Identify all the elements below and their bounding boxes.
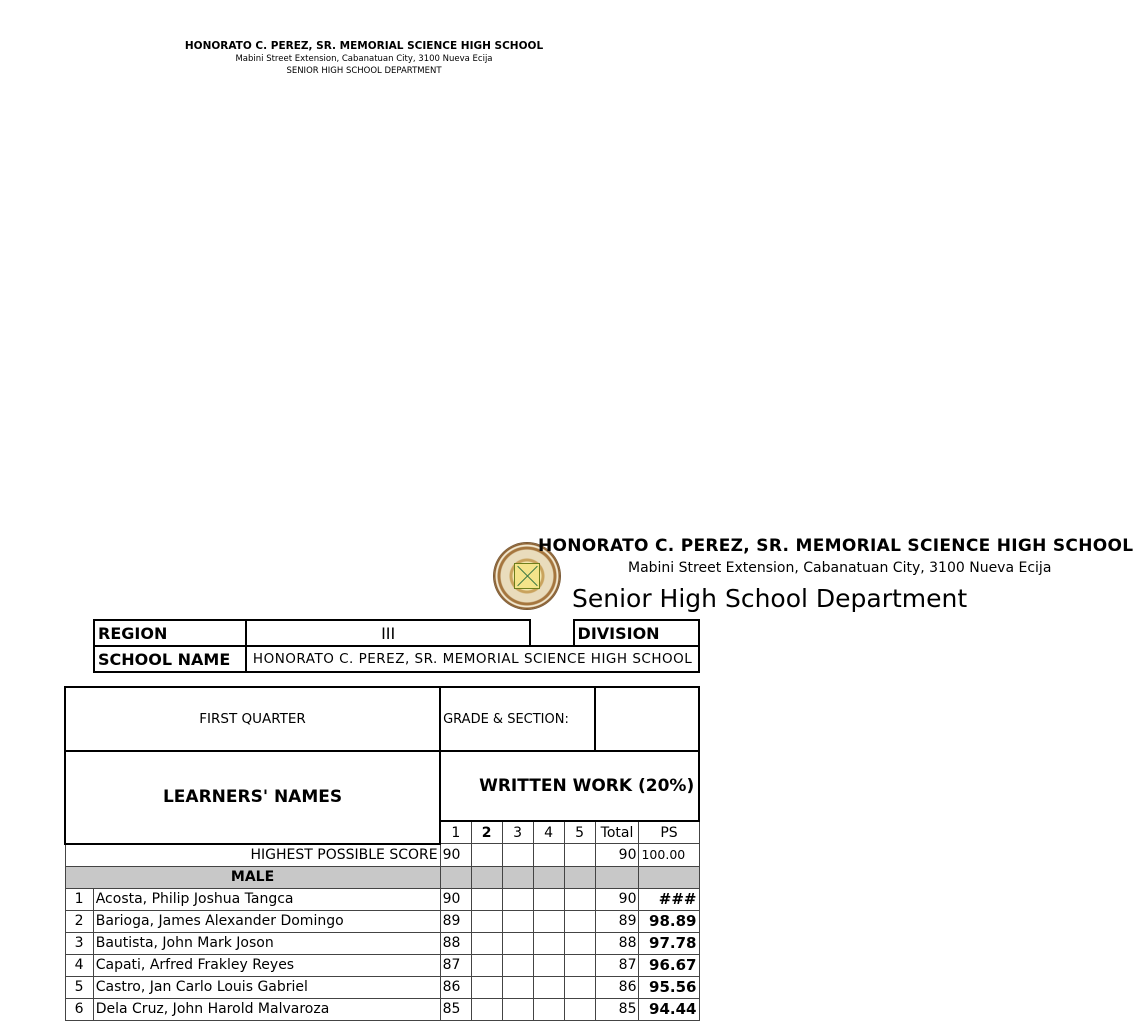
column-header-ps: PS — [639, 821, 699, 844]
learner-rows — [65, 888, 699, 1020]
table-row — [65, 932, 699, 954]
learner-name[interactable]: Bautista, John Mark Joson — [93, 932, 440, 954]
empty-score-cell[interactable] — [564, 976, 595, 998]
school-name-label: SCHOOL NAME — [94, 646, 246, 672]
learner-name[interactable]: Castro, Jan Carlo Louis Gabriel — [93, 976, 440, 998]
empty-score-cell[interactable] — [564, 910, 595, 932]
table-row — [65, 954, 699, 976]
score-total[interactable]: 89 — [595, 910, 639, 932]
empty-score-cell[interactable] — [533, 954, 564, 976]
sheet-header — [0, 530, 1133, 620]
table-row — [65, 998, 699, 1020]
score-total[interactable]: 90 — [595, 888, 639, 910]
empty-score-cell[interactable] — [502, 998, 533, 1020]
empty-score-cell[interactable] — [533, 998, 564, 1020]
percentage-score[interactable]: 97.78 — [639, 932, 699, 954]
empty-score-cell[interactable] — [471, 932, 502, 954]
learner-number[interactable]: 4 — [65, 954, 93, 976]
region-label: REGION — [94, 620, 246, 646]
table-row — [65, 910, 699, 932]
learner-name[interactable]: Acosta, Philip Joshua Tangca — [93, 888, 440, 910]
region-value: III — [246, 620, 530, 646]
empty-score-cell[interactable] — [502, 976, 533, 998]
grade-section-label: GRADE & SECTION: — [440, 687, 595, 751]
empty-score-cell[interactable] — [533, 910, 564, 932]
score-1[interactable]: 88 — [440, 932, 471, 954]
score-1[interactable]: 85 — [440, 998, 471, 1020]
score-total[interactable]: 86 — [595, 976, 639, 998]
empty-score-cell[interactable] — [502, 888, 533, 910]
learner-name[interactable]: Barioga, James Alexander Domingo — [93, 910, 440, 932]
learner-number[interactable]: 6 — [65, 998, 93, 1020]
learner-number[interactable]: 1 — [65, 888, 93, 910]
top-school-name: HONORATO C. PEREZ, SR. MEMORIAL SCIENCE HIGH SCHOOL — [184, 40, 544, 52]
percentage-score[interactable]: ### — [639, 888, 699, 910]
empty-score-cell[interactable] — [502, 954, 533, 976]
percentage-score[interactable]: 96.67 — [639, 954, 699, 976]
score-total[interactable]: 88 — [595, 932, 639, 954]
empty-score-cell[interactable] — [471, 998, 502, 1020]
score-total[interactable]: 87 — [595, 954, 639, 976]
sheet-school-address: Mabini Street Extension, Cabanatuan City, 3100 Nueva Ecija — [628, 560, 1052, 576]
empty-score-cell[interactable] — [471, 888, 502, 910]
column-header-3: 3 — [502, 821, 533, 844]
highest-possible-score-label: HIGHEST POSSIBLE SCORE — [65, 844, 440, 867]
highest-score-c1[interactable]: 90 — [440, 844, 471, 867]
column-header-5: 5 — [564, 821, 595, 844]
division-label: DIVISION — [574, 620, 699, 646]
written-work-header: WRITTEN WORK (20%) — [440, 751, 699, 821]
highest-score-ps[interactable]: 100.00 — [639, 844, 699, 867]
table-row — [65, 888, 699, 910]
column-header-2: 2 — [471, 821, 502, 844]
learners-names-header: LEARNERS' NAMES — [65, 751, 440, 844]
empty-score-cell[interactable] — [564, 998, 595, 1020]
percentage-score[interactable]: 94.44 — [639, 998, 699, 1020]
learner-name[interactable]: Dela Cruz, John Harold Malvaroza — [93, 998, 440, 1020]
empty-score-cell[interactable] — [502, 910, 533, 932]
top-department: SENIOR HIGH SCHOOL DEPARTMENT — [286, 66, 442, 76]
sheet-department: Senior High School Department — [572, 584, 968, 613]
learner-number[interactable]: 5 — [65, 976, 93, 998]
score-1[interactable]: 90 — [440, 888, 471, 910]
quarter-label: FIRST QUARTER — [65, 687, 440, 751]
empty-score-cell[interactable] — [533, 976, 564, 998]
school-name-value: HONORATO C. PEREZ, SR. MEMORIAL SCIENCE HIGH SCHOOL — [246, 646, 699, 672]
grade-section-value[interactable] — [595, 687, 699, 751]
learner-name[interactable]: Capati, Arfred Frakley Reyes — [93, 954, 440, 976]
score-total[interactable]: 85 — [595, 998, 639, 1020]
score-1[interactable]: 89 — [440, 910, 471, 932]
empty-score-cell[interactable] — [564, 888, 595, 910]
table-row — [65, 976, 699, 998]
highest-score-total[interactable]: 90 — [595, 844, 639, 867]
empty-score-cell[interactable] — [564, 954, 595, 976]
column-header-total: Total — [595, 821, 639, 844]
school-info-table — [93, 619, 700, 673]
empty-score-cell[interactable] — [533, 932, 564, 954]
empty-score-cell[interactable] — [502, 932, 533, 954]
empty-score-cell[interactable] — [533, 888, 564, 910]
grade-sheet-table — [64, 686, 700, 1021]
score-1[interactable]: 87 — [440, 954, 471, 976]
empty-score-cell[interactable] — [471, 910, 502, 932]
male-section-label: MALE — [65, 866, 440, 888]
top-school-address: Mabini Street Extension, Cabanatuan City, 3100 Nueva Ecija — [235, 54, 493, 64]
score-1[interactable]: 86 — [440, 976, 471, 998]
learner-number[interactable]: 3 — [65, 932, 93, 954]
percentage-score[interactable]: 95.56 — [639, 976, 699, 998]
empty-score-cell[interactable] — [471, 976, 502, 998]
percentage-score[interactable]: 98.89 — [639, 910, 699, 932]
learner-number[interactable]: 2 — [65, 910, 93, 932]
empty-score-cell[interactable] — [564, 932, 595, 954]
empty-score-cell[interactable] — [471, 954, 502, 976]
column-header-1: 1 — [440, 821, 471, 844]
sheet-school-name: HONORATO C. PEREZ, SR. MEMORIAL SCIENCE HIGH SCHOOL — [538, 536, 1133, 556]
column-header-4: 4 — [533, 821, 564, 844]
